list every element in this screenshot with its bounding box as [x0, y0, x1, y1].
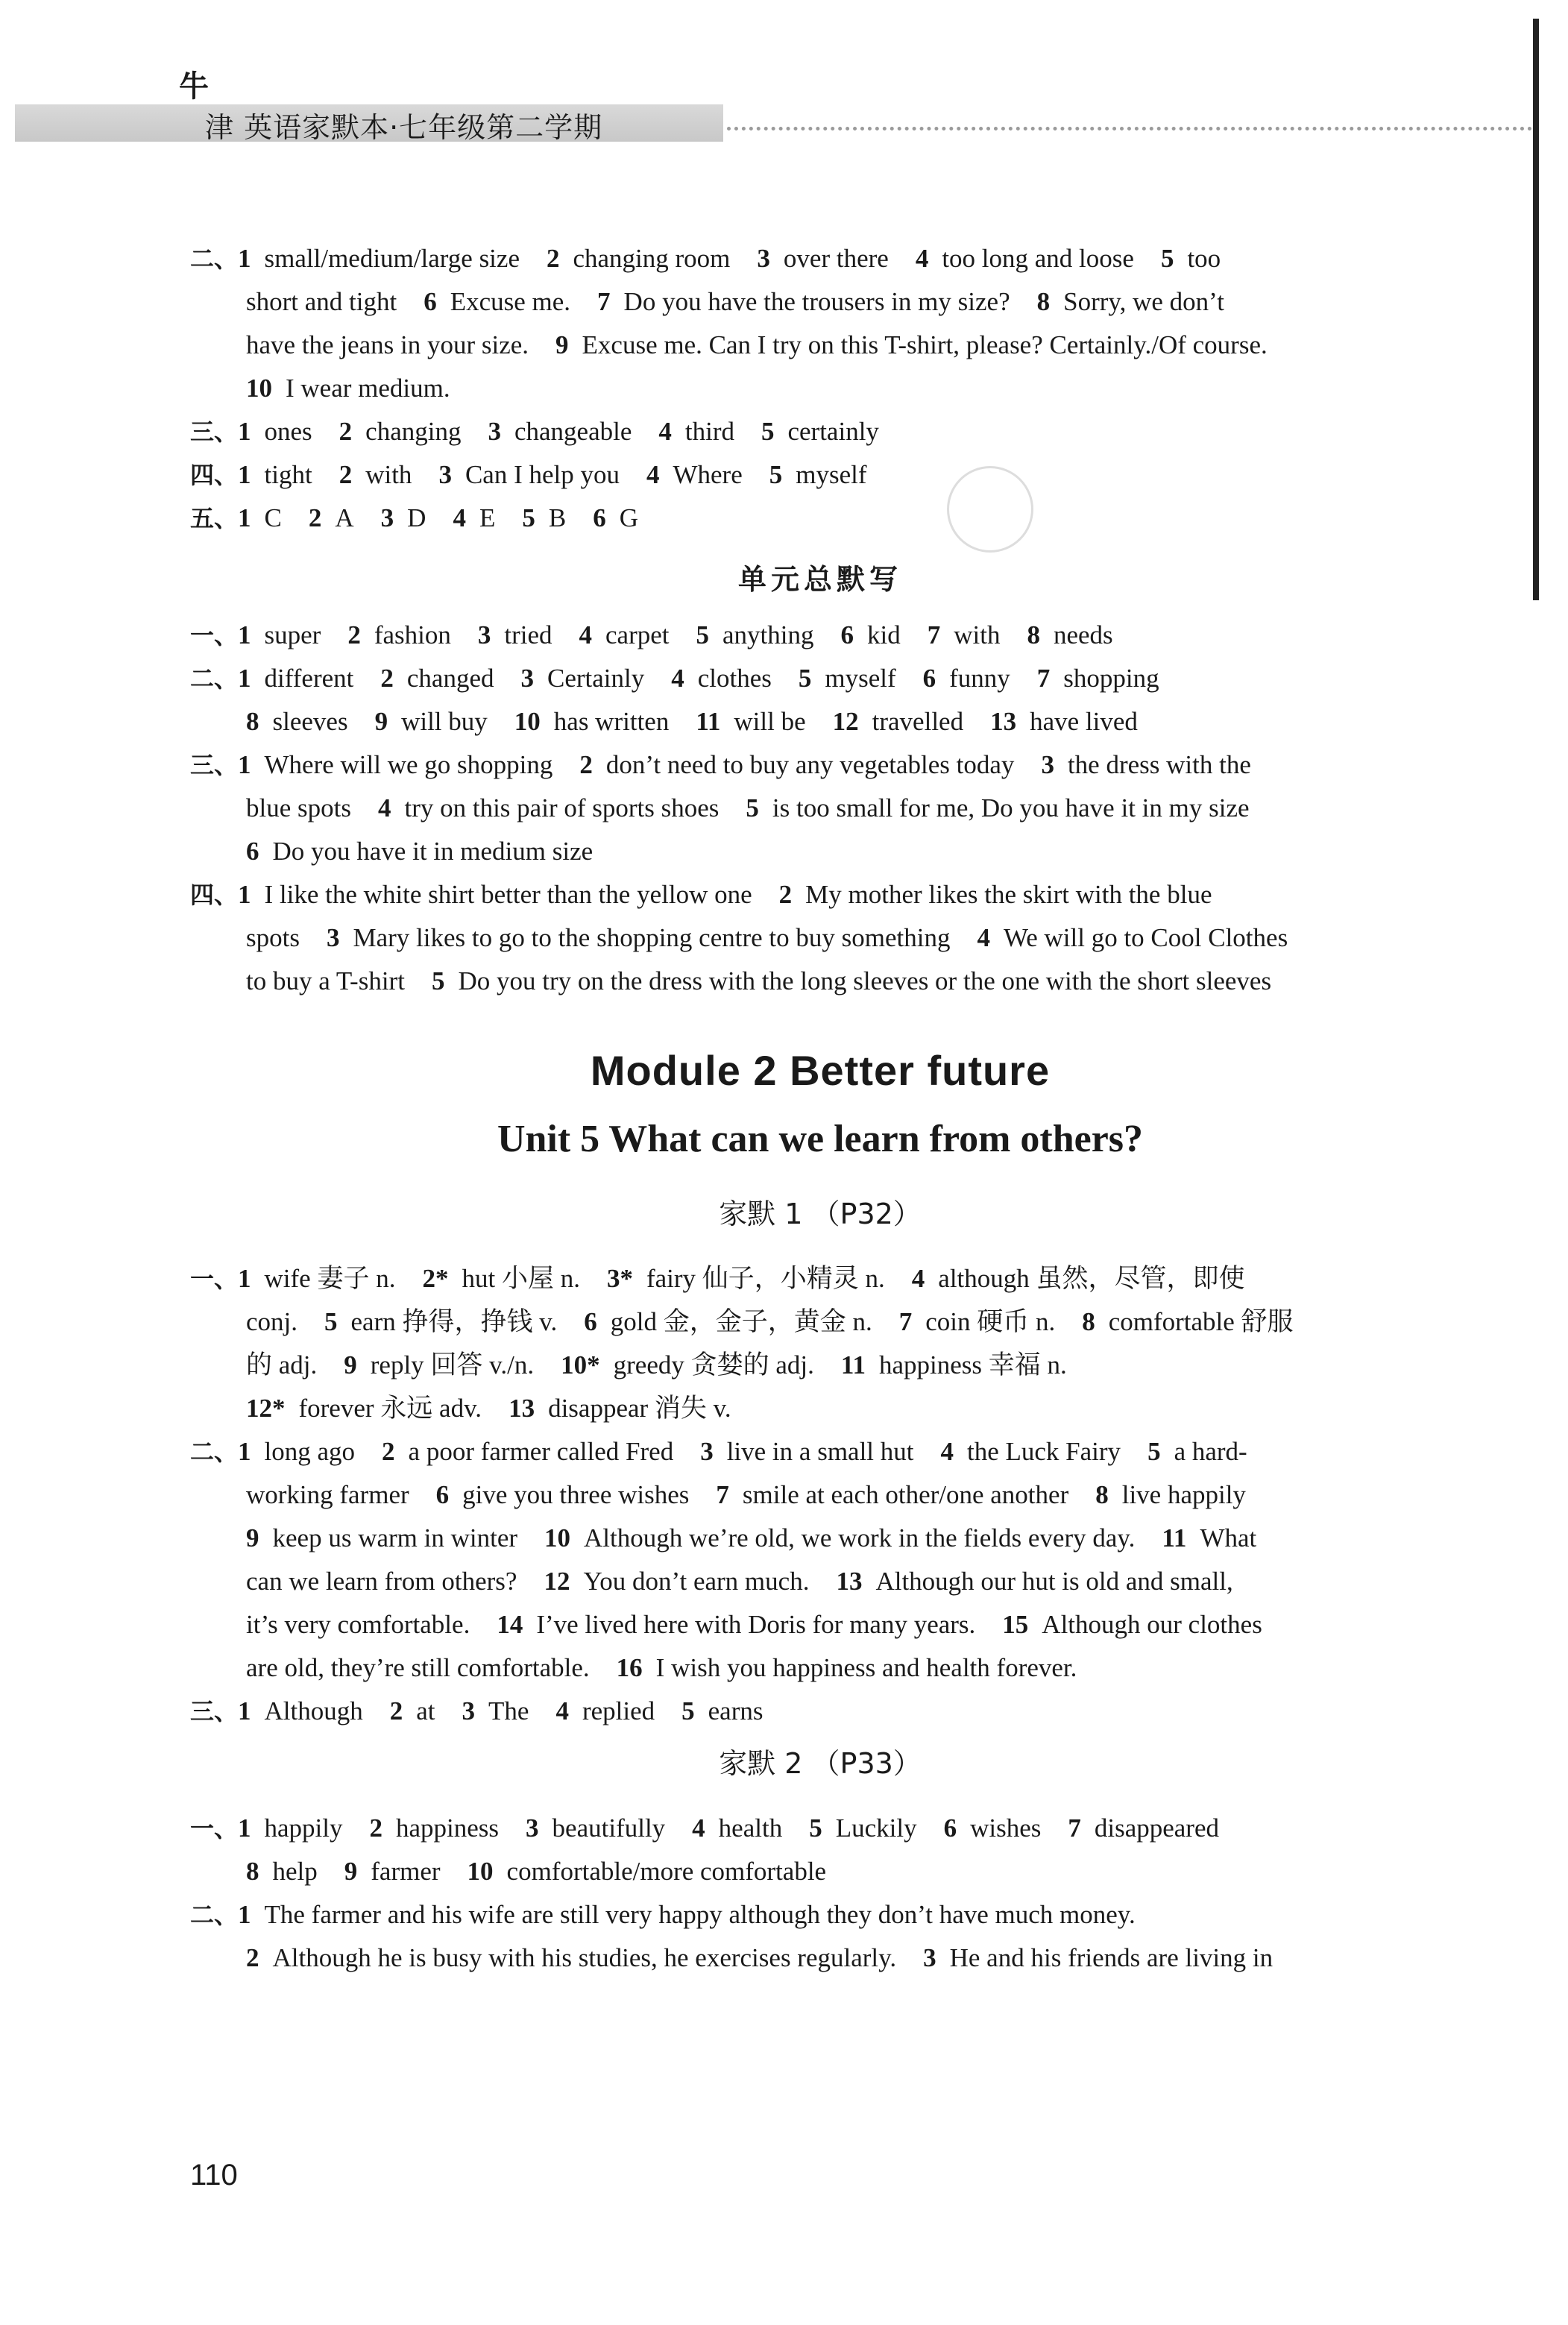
answer-number: 9	[344, 1350, 357, 1379]
header-logo-mark: 牛	[179, 69, 209, 103]
answer-number: 9	[246, 1523, 259, 1552]
answer-text: short and tight	[246, 287, 397, 316]
answer-number: 1	[238, 1264, 251, 1293]
answer-text: Luckily	[835, 1813, 917, 1843]
answer-number: 2	[778, 880, 793, 909]
answer-text: certainly	[787, 417, 879, 446]
answer-text: B	[548, 503, 567, 532]
answer-line	[190, 280, 1450, 324]
answer-text: don’t need to buy any vegetables today	[605, 750, 1015, 779]
answer-text: fairy 仙子，小精灵 n.	[646, 1264, 885, 1293]
answer-line	[190, 453, 1450, 497]
answer-text: tried	[504, 620, 552, 649]
answer-number: 2	[339, 460, 353, 489]
answer-number: 13	[836, 1567, 863, 1596]
answer-number: 4	[658, 417, 672, 446]
answer-number: 11	[696, 707, 721, 736]
answer-number: 4	[671, 664, 684, 693]
answer-text: My mother likes the skirt with the blue	[805, 880, 1212, 909]
answer-number: 4	[915, 244, 929, 273]
answer-text: smile at each other/one another	[742, 1480, 1069, 1509]
answer-text: D	[407, 503, 426, 532]
answer-text: working farmer	[246, 1480, 409, 1509]
answer-text: changing	[365, 417, 462, 446]
answer-number: 4	[646, 460, 660, 489]
answer-number: 2	[339, 417, 353, 446]
answer-number: 12	[544, 1567, 570, 1596]
answer-text: will buy	[401, 707, 488, 736]
answer-number: 8	[1082, 1307, 1095, 1336]
answer-number: 5	[696, 620, 709, 649]
answer-text: give you three wishes	[462, 1480, 690, 1509]
answer-text: try on this pair of sports shoes	[404, 793, 720, 822]
answer-number: 9	[374, 707, 388, 736]
answer-text: small/medium/large size	[264, 244, 520, 273]
answer-text: has written	[553, 707, 670, 736]
answer-number: 16	[616, 1653, 643, 1682]
answer-line	[190, 237, 1450, 280]
answer-line	[190, 1690, 1450, 1733]
answer-number: 1	[238, 1437, 251, 1466]
answer-number: 3	[923, 1943, 936, 1972]
module-heading: Module 2 Better future	[590, 1047, 1051, 1094]
answer-text: 的 adj.	[246, 1350, 318, 1379]
answer-text: happiness	[396, 1813, 500, 1843]
answer-number: 6	[435, 1480, 450, 1509]
answer-number: 5	[522, 503, 535, 532]
answer-text: replied	[582, 1696, 655, 1725]
section-marker: 二、	[190, 1438, 239, 1466]
answer-line	[190, 1807, 1450, 1850]
answer-line	[190, 1560, 1450, 1603]
answer-number: 5	[746, 793, 759, 822]
answer-text: blue spots	[246, 793, 351, 822]
answer-number: 13	[509, 1394, 535, 1423]
answer-number: 1	[238, 880, 251, 909]
answer-line	[190, 614, 1450, 657]
answer-number: 1	[238, 244, 251, 273]
answer-line	[190, 497, 1450, 540]
answer-text: Although	[264, 1696, 363, 1725]
answer-text: health	[718, 1813, 783, 1843]
answer-text: Although our clothes	[1042, 1610, 1262, 1639]
answer-number: 10	[467, 1857, 494, 1886]
answer-number: 3	[757, 244, 770, 273]
answer-number: 7	[716, 1480, 729, 1509]
answer-text: to buy a T-shirt	[246, 966, 405, 995]
answer-number: 1	[238, 664, 251, 693]
answer-number: 9	[555, 330, 569, 359]
answer-text: spots	[246, 923, 300, 952]
answer-text: The farmer and his wife are still very happy although they don’t have much money.	[264, 1900, 1136, 1929]
answer-text: Certainly	[547, 664, 645, 693]
answer-text: live happily	[1121, 1480, 1246, 1509]
answer-number: 8	[1095, 1480, 1109, 1509]
answer-number: 3	[438, 460, 452, 489]
answer-number: 12	[832, 707, 859, 736]
answer-text: E	[479, 503, 496, 532]
section-marker: 二、	[190, 664, 239, 693]
answer-text: Excuse me. Can I try on this T-shirt, please? Certainly./Of course.	[582, 330, 1268, 359]
answer-line	[190, 1430, 1450, 1473]
dictation2-answers	[190, 1807, 1450, 1980]
answer-number: 3	[326, 923, 340, 952]
answer-text: the dress with the	[1067, 750, 1251, 779]
answer-number: 4	[453, 503, 466, 532]
answer-number: 1	[238, 1900, 251, 1929]
answer-text: Do you have the trousers in my size?	[623, 287, 1010, 316]
answer-text: changeable	[514, 417, 632, 446]
answer-text: earns	[708, 1696, 763, 1725]
answer-text: help	[272, 1857, 318, 1886]
answer-text: The	[488, 1696, 529, 1725]
answer-text: Do you have it in medium size	[272, 837, 593, 866]
answer-text: happily	[264, 1813, 343, 1843]
answer-text: anything	[722, 620, 814, 649]
unit-heading: Unit 5 What can we learn from others?	[497, 1118, 1144, 1160]
answer-number: 4	[579, 620, 593, 649]
answer-number: 5	[1147, 1437, 1161, 1466]
answer-text: Although we’re old, we work in the fields every day.	[584, 1523, 1136, 1552]
answer-text: funny	[949, 664, 1010, 693]
answer-text: needs	[1053, 620, 1113, 649]
answer-number: 10	[514, 707, 541, 736]
answer-number: 3	[477, 620, 491, 649]
answer-text: What	[1200, 1523, 1257, 1552]
answer-text: can we learn from others?	[246, 1567, 517, 1596]
answer-number: 10	[246, 374, 272, 403]
answer-number: 15	[1002, 1610, 1029, 1639]
answer-number: 6	[424, 287, 437, 316]
answer-text: have the jeans in your size.	[246, 330, 529, 359]
answer-number: 3	[462, 1696, 476, 1725]
answer-text: over there	[783, 244, 889, 273]
answer-line	[190, 787, 1450, 830]
answer-number: 5	[431, 966, 445, 995]
answer-text: keep us warm in winter	[272, 1523, 518, 1552]
answer-text: beautifully	[552, 1813, 666, 1843]
answer-text: We will go to Cool Clothes	[1003, 923, 1288, 952]
section-marker: 二、	[190, 1901, 239, 1929]
unit4-dictation-answers	[190, 237, 1450, 540]
answer-number: 7	[898, 1307, 913, 1336]
answer-text: fashion	[374, 620, 451, 649]
answer-text: long ago	[264, 1437, 356, 1466]
answer-text: wishes	[970, 1813, 1042, 1843]
answer-number: 1	[238, 417, 251, 446]
answer-line	[190, 916, 1450, 960]
answer-text: happiness 幸福 n.	[878, 1350, 1067, 1379]
answer-number: 8	[1036, 287, 1051, 316]
answer-text: myself	[825, 664, 896, 693]
section-marker: 三、	[190, 751, 239, 779]
answer-number: 4	[977, 923, 990, 952]
answer-text: Although our hut is old and small,	[875, 1567, 1233, 1596]
answer-line	[190, 1937, 1450, 1980]
answer-number: 3	[1041, 750, 1054, 779]
answer-number: 6	[593, 503, 606, 532]
answer-number: 1	[238, 1813, 251, 1843]
section-marker: 四、	[190, 881, 239, 909]
answer-text: too long and loose	[942, 244, 1134, 273]
answer-text: tight	[264, 460, 312, 489]
answer-number: 8	[246, 1857, 259, 1886]
page-edge-bar	[1533, 19, 1539, 600]
answer-text: gold 金，金子，黄金 n.	[610, 1307, 872, 1336]
book-title: 津 英语家默本·七年级第二学期	[205, 111, 603, 144]
answer-text: although 虽然，尽管，即使	[938, 1264, 1245, 1293]
dictation1-answers	[190, 1257, 1450, 1733]
answer-number: 5	[1160, 244, 1174, 273]
answer-line	[190, 1850, 1450, 1893]
answer-text: Sorry, we don’t	[1063, 287, 1224, 316]
answer-content	[190, 237, 1450, 1980]
answer-text: He and his friends are living in	[949, 1943, 1273, 1972]
answer-text: Excuse me.	[450, 287, 571, 316]
answer-number: 7	[597, 287, 611, 316]
answer-line	[190, 830, 1450, 873]
answer-text: I like the white shirt better than the yellow one	[264, 880, 752, 909]
answer-number: 2	[579, 750, 593, 779]
answer-text: changing room	[573, 244, 731, 273]
answer-text: disappeared	[1094, 1813, 1219, 1843]
answer-text: are old, they’re still comfortable.	[246, 1653, 590, 1682]
answer-number: 13	[990, 707, 1017, 736]
answer-text: live in a small hut	[726, 1437, 914, 1466]
answer-number: 5	[769, 460, 783, 489]
answer-number: 2	[546, 244, 560, 273]
answer-text: different	[264, 664, 354, 693]
answer-text: conj.	[246, 1307, 298, 1336]
answer-line	[190, 1646, 1450, 1690]
section-marker: 一、	[190, 621, 239, 649]
header-dotted-rule	[727, 127, 1532, 133]
answer-text: Although he is busy with his studies, he exercises regularly.	[272, 1943, 897, 1972]
answer-number: 10	[544, 1523, 571, 1552]
page-number: 110	[190, 2159, 238, 2192]
answer-number: 6	[584, 1307, 597, 1336]
answer-number: 5	[681, 1696, 695, 1725]
answer-number: 4	[692, 1813, 705, 1843]
answer-number: 5	[798, 664, 812, 693]
answer-number: 1	[238, 503, 251, 532]
answer-text: I wear medium.	[286, 374, 450, 403]
answer-line	[190, 410, 1450, 453]
answer-number: 4	[940, 1437, 954, 1466]
answer-text: is too small for me, Do you have it in my size	[772, 793, 1250, 822]
answer-number: 7	[1068, 1813, 1081, 1843]
answer-text: Can I help you	[465, 460, 620, 489]
answer-text: it’s very comfortable.	[246, 1610, 470, 1639]
answer-number: 2	[246, 1943, 259, 1972]
answer-line	[190, 367, 1450, 410]
answer-number: 2	[369, 1813, 382, 1843]
answer-number: 5	[324, 1307, 338, 1336]
answer-number: 4	[555, 1696, 569, 1725]
answer-text: A	[335, 503, 354, 532]
answer-number: 4	[911, 1264, 925, 1293]
answer-text: third	[684, 417, 734, 446]
answer-number: 6	[840, 620, 854, 649]
answer-line	[190, 1473, 1450, 1517]
unit-review-answers	[190, 614, 1450, 1003]
answer-line	[190, 743, 1450, 787]
answer-line	[190, 1344, 1450, 1387]
answer-number: 3	[488, 417, 501, 446]
answer-number: 11	[1162, 1523, 1187, 1552]
answer-number: 2	[380, 664, 394, 693]
answer-text: with	[954, 620, 1001, 649]
answer-text: wife 妻子 n.	[264, 1264, 396, 1293]
answer-text: changed	[406, 664, 494, 693]
answer-line	[190, 1603, 1450, 1646]
answer-text: earn 挣得，挣钱 v.	[350, 1307, 558, 1336]
answer-text: ones	[264, 417, 312, 446]
answer-text: kid	[866, 620, 901, 649]
answer-line	[190, 1517, 1450, 1560]
answer-number: 11	[840, 1350, 866, 1379]
answer-number: 1	[238, 750, 251, 779]
section-marker: 三、	[190, 1697, 239, 1725]
answer-text: at	[416, 1696, 435, 1725]
answer-line	[190, 960, 1450, 1003]
answer-text: G	[619, 503, 638, 532]
answer-number: 2	[389, 1696, 403, 1725]
answer-line	[190, 1257, 1450, 1300]
answer-line	[190, 873, 1450, 916]
answer-text: Where will we go shopping	[264, 750, 553, 779]
answer-number: 3	[526, 1813, 539, 1843]
answer-number: 10*	[561, 1350, 600, 1379]
answer-line	[190, 1387, 1450, 1430]
answer-number: 5	[761, 417, 775, 446]
dictation1-heading: 家默 1 （P32）	[719, 1198, 922, 1230]
section-marker: 二、	[190, 245, 239, 273]
answer-text: I’ve lived here with Doris for many years.	[536, 1610, 976, 1639]
answer-text: Mary likes to go to the shopping centre to buy something	[353, 923, 951, 952]
answer-text: comfortable/more comfortable	[506, 1857, 827, 1886]
answer-text: farmer	[371, 1857, 441, 1886]
answer-text: have lived	[1030, 707, 1138, 736]
answer-text: carpet	[605, 620, 670, 649]
answer-text: You don’t earn much.	[583, 1567, 810, 1596]
answer-number: 3	[380, 503, 394, 532]
answer-line	[190, 657, 1450, 700]
answer-text: Where	[673, 460, 743, 489]
answer-line	[190, 324, 1450, 367]
answer-text: I wish you happiness and health forever.	[655, 1653, 1077, 1682]
answer-number: 1	[238, 620, 251, 649]
answer-number: 3	[520, 664, 534, 693]
answer-text: travelled	[872, 707, 964, 736]
answer-number: 7	[927, 620, 941, 649]
answer-number: 2	[347, 620, 361, 649]
answer-number: 12*	[246, 1394, 286, 1423]
unit-review-heading: 单元总默写	[737, 563, 902, 596]
answer-text: disappear 消失 v.	[548, 1394, 731, 1423]
answer-number: 2*	[422, 1264, 449, 1293]
answer-text: a poor farmer called Fred	[408, 1437, 674, 1466]
answer-text: coin 硬币 n.	[925, 1307, 1056, 1336]
answer-line	[190, 1893, 1450, 1937]
answer-number: 14	[497, 1610, 523, 1639]
answer-text: comfortable 舒服	[1108, 1307, 1294, 1336]
answer-text: too	[1187, 244, 1221, 273]
section-marker: 四、	[190, 461, 239, 489]
answer-text: greedy 贪婪的 adj.	[613, 1350, 814, 1379]
answer-text: shopping	[1063, 664, 1159, 693]
answer-text: reply 回答 v./n.	[370, 1350, 535, 1379]
answer-text: a hard-	[1174, 1437, 1247, 1466]
dictation2-heading: 家默 2 （P33）	[719, 1747, 922, 1780]
answer-line	[190, 700, 1450, 743]
answer-text: myself	[796, 460, 867, 489]
answer-number: 6	[922, 664, 936, 693]
answer-text: will be	[734, 707, 806, 736]
answer-number: 3*	[606, 1264, 633, 1293]
answer-number: 4	[377, 793, 391, 822]
answer-number: 6	[246, 837, 259, 866]
answer-number: 1	[238, 1696, 251, 1725]
answer-line	[190, 1300, 1450, 1344]
answer-number: 5	[809, 1813, 822, 1843]
section-marker: 一、	[190, 1265, 239, 1293]
answer-number: 7	[1036, 664, 1051, 693]
answer-number: 8	[246, 707, 259, 736]
answer-text: forever 永远 adv.	[298, 1394, 482, 1423]
answer-text: sleeves	[272, 707, 348, 736]
section-marker: 一、	[190, 1814, 239, 1843]
answer-number: 3	[700, 1437, 714, 1466]
answer-number: 8	[1027, 620, 1040, 649]
answer-number: 2	[308, 503, 322, 532]
answer-text: clothes	[697, 664, 772, 693]
answer-text: with	[365, 460, 412, 489]
section-marker: 三、	[190, 418, 239, 446]
answer-text: C	[264, 503, 282, 532]
answer-text: Do you try on the dress with the long sleeves or the one with the short sleeves	[458, 966, 1272, 995]
answer-number: 2	[382, 1437, 395, 1466]
answer-text: super	[264, 620, 321, 649]
answer-number: 1	[238, 460, 251, 489]
answer-number: 9	[344, 1857, 358, 1886]
section-marker: 五、	[190, 504, 239, 532]
answer-text: the Luck Fairy	[967, 1437, 1121, 1466]
answer-number: 6	[943, 1813, 957, 1843]
answer-text: hut 小屋 n.	[462, 1264, 580, 1293]
